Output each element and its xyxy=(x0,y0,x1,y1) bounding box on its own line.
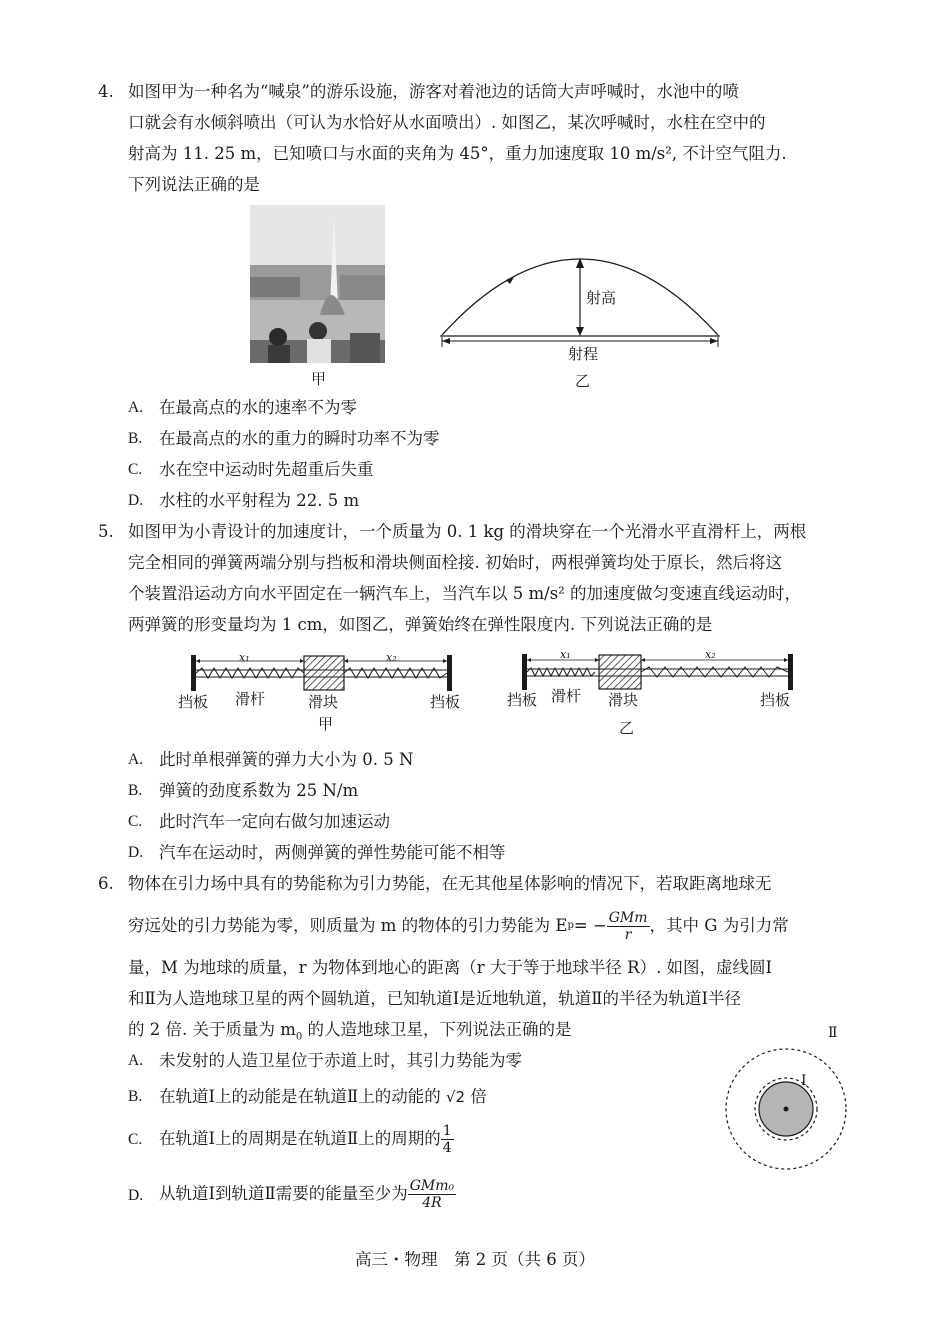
page-footer: 高三・物理 第 2 页（共 6 页） xyxy=(355,1250,595,1269)
q5-yi-x1-label: x₁ xyxy=(560,648,571,661)
q6-option-b-text xyxy=(159,1087,487,1107)
q4-option-d-text: 水柱的水平射程为 22. 5 m xyxy=(159,491,360,510)
q5-option-c-letter: C. xyxy=(128,813,143,830)
q4-option-c-text: 水在空中运动时先超重后失重 xyxy=(159,460,374,479)
q5-jia-left-plate-label: 挡板 xyxy=(178,693,209,711)
q5-jia-x2-label: x₂ xyxy=(386,651,397,664)
q5-yi-left-plate-label: 挡板 xyxy=(507,691,538,709)
q6-option-d-text xyxy=(159,1174,456,1214)
q5-stem-line-4: 两弹簧的形变量均为 1 cm，如图乙，弹簧始终在弹性限度内. 下列说法正确的是 xyxy=(128,615,713,634)
q6-option-d-num: GMm₀ xyxy=(409,1177,455,1194)
q6-option-c-pre: 在轨道Ⅰ上的周期是在轨道Ⅱ上的周期的 xyxy=(159,1129,441,1148)
q6-stem-line-2 xyxy=(128,906,789,946)
q6-option-d-letter: D. xyxy=(128,1187,144,1204)
q5-fig-jia-caption: 甲 xyxy=(318,715,334,733)
q5-yi-rod-label: 滑杆 xyxy=(551,687,582,705)
q4-option-a-letter: A. xyxy=(128,399,144,416)
q5-option-d-text: 汽车在运动时，两侧弹簧的弹性势能可能不相等 xyxy=(159,843,506,862)
q4-range-label: 射程 xyxy=(568,345,599,363)
q6-line5-sub: 0 xyxy=(295,1031,303,1043)
q6-option-c-fraction xyxy=(441,1123,454,1156)
q4-fig-jia-caption: 甲 xyxy=(311,370,327,388)
q6-option-d-fraction xyxy=(408,1178,456,1211)
left-plate xyxy=(191,655,196,691)
q6-stem-line-4: 和Ⅱ为人造地球卫星的两个圆轨道，已知轨道Ⅰ是近地轨道，轨道Ⅱ的半径为轨道Ⅰ半径 xyxy=(128,989,741,1008)
q5-option-b-text: 弹簧的劲度系数为 25 N/m xyxy=(159,781,359,800)
q6-line5-pre: 的 2 倍. 关于质量为 m xyxy=(128,1020,296,1039)
q4-height-label: 射高 xyxy=(586,289,617,307)
q6-stem-line-3: 量，M 为地球的质量，r 为物体到地心的距离（r 大于等于地球半径 R）. 如图，虚线圆Ⅰ xyxy=(128,958,773,977)
q6-frac-den: r xyxy=(624,926,632,943)
q5-jia-block-label: 滑块 xyxy=(308,693,339,711)
q4-option-b-letter: B. xyxy=(128,430,143,447)
q5-stem-line-3: 个装置沿运动方向水平固定在一辆汽车上，当汽车以 5 m/s² 的加速度做匀变速直线运动时， xyxy=(128,584,802,603)
q5-option-c-text: 此时汽车一定向右做匀加速运动 xyxy=(159,812,390,831)
q6-option-b-letter: B. xyxy=(128,1088,143,1105)
q4-option-b-text: 在最高点的水的重力的瞬时功率不为零 xyxy=(159,429,440,448)
q6-frac-num: GMm xyxy=(608,909,648,926)
q6-orbit-label-1: Ⅰ xyxy=(801,1073,807,1089)
earth-center-dot xyxy=(784,1107,789,1112)
q6-option-b-sqrt: √2 xyxy=(445,1088,466,1106)
q5-option-b-letter: B. xyxy=(128,782,143,799)
q6-option-b-post: 倍 xyxy=(465,1087,487,1106)
q6-number: 6. xyxy=(98,874,114,893)
q6-line2-sub: p xyxy=(567,920,574,931)
q4-trajectory-diagram xyxy=(430,235,730,360)
q6-orbit-label-2: Ⅱ xyxy=(828,1025,838,1041)
q5-yi-right-plate-label: 挡板 xyxy=(760,691,791,709)
q4-photo-figure xyxy=(250,205,385,363)
q5-option-a-letter: A. xyxy=(128,751,144,768)
q6-line2-pre: 穷远处的引力势能为零，则质量为 m 的物体的引力势能为 E xyxy=(128,916,568,935)
q6-option-c-num: 1 xyxy=(442,1122,452,1139)
q4-number: 4. xyxy=(98,82,114,101)
q6-option-b-pre: 在轨道Ⅰ上的动能是在轨道Ⅱ上的动能的 xyxy=(159,1087,446,1106)
q4-option-c-letter: C. xyxy=(128,461,143,478)
slider-block xyxy=(304,656,344,690)
q6-option-c-den: 4 xyxy=(442,1139,452,1156)
q5-jia-rod-label: 滑杆 xyxy=(235,690,266,708)
q4-stem-line-2: 口就会有水倾斜喷出（可认为水恰好从水面喷出）. 如图乙，某次呼喊时，水柱在空中的 xyxy=(128,113,766,132)
q6-option-d-pre: 从轨道Ⅰ到轨道Ⅱ需要的能量至少为 xyxy=(159,1184,408,1203)
q6-stem-line-1: 物体在引力场中具有的势能称为引力势能，在无其他星体影响的情况下，若取距离地球无 xyxy=(128,874,772,893)
q4-fig-yi-caption: 乙 xyxy=(575,372,591,390)
q6-option-a-text: 未发射的人造卫星位于赤道上时，其引力势能为零 xyxy=(159,1051,522,1070)
q6-line2-eq: = − xyxy=(573,916,607,935)
q5-jia-right-plate-label: 挡板 xyxy=(430,693,461,711)
q4-stem-line-1: 如图甲为一种名为“喊泉”的游乐设施，游客对着池边的话筒大声呼喊时，水池中的喷 xyxy=(128,82,739,101)
q5-stem-line-1: 如图甲为小青设计的加速度计，一个质量为 0. 1 kg 的滑块穿在一个光滑水平直滑杆上，两根 xyxy=(128,522,807,541)
q4-option-d-letter: D. xyxy=(128,492,144,509)
q6-line5-post: 的人造地球卫星，下列说法正确的是 xyxy=(302,1020,572,1039)
q4-option-a-text: 在最高点的水的速率不为零 xyxy=(159,398,357,417)
q6-option-d-den: 4R xyxy=(422,1194,442,1211)
q6-stem-line-5 xyxy=(128,1020,572,1047)
q6-option-c-text xyxy=(159,1119,454,1159)
q4-stem-line-4: 下列说法正确的是 xyxy=(128,175,260,194)
q5-yi-x2-label: x₂ xyxy=(705,648,716,661)
q5-yi-block-label: 滑块 xyxy=(608,691,639,709)
q6-line2-post: ，其中 G 为引力常 xyxy=(649,916,789,935)
q5-option-d-letter: D. xyxy=(128,844,144,861)
q5-stem-line-2: 完全相同的弹簧两端分别与挡板和滑块侧面栓接. 初始时，两根弹簧均处于原长，然后将这 xyxy=(128,553,782,572)
q6-potential-fraction xyxy=(607,910,650,943)
q5-fig-yi-caption: 乙 xyxy=(619,719,635,737)
q6-option-c-letter: C. xyxy=(128,1131,143,1148)
q6-option-a-letter: A. xyxy=(128,1052,144,1069)
q5-jia-x1-label: x₁ xyxy=(239,651,250,664)
q5-option-a-text: 此时单根弹簧的弹力大小为 0. 5 N xyxy=(159,750,414,769)
q6-orbit-figure xyxy=(722,1022,852,1172)
right-plate xyxy=(447,655,452,691)
q5-number: 5. xyxy=(98,522,114,541)
q4-stem-line-3: 射高为 11. 25 m，已知喷口与水面的夹角为 45°，重力加速度取 10 m/s², 不计空气阻力. xyxy=(128,144,787,163)
